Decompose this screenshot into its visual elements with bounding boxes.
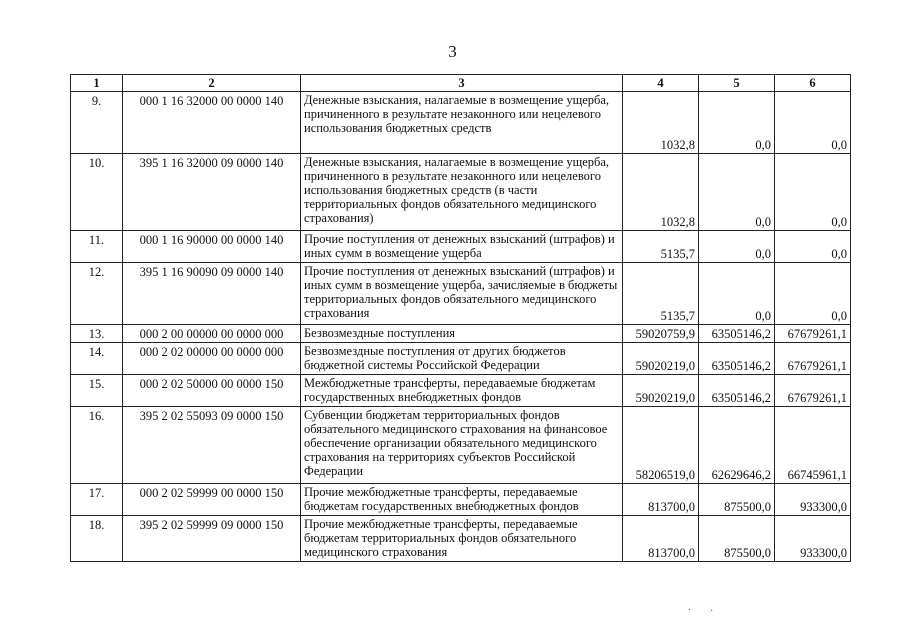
budget-code: 395 2 02 59999 09 0000 150 [123,516,301,562]
row-number: 14. [71,343,123,375]
column-header: 4 [623,75,699,92]
amount-col5: 0,0 [699,92,775,154]
budget-code: 395 1 16 90090 09 0000 140 [123,263,301,325]
budget-code: 000 2 02 50000 00 0000 150 [123,375,301,407]
table-row [71,231,851,263]
revenue-name: Межбюджетные трансферты, передаваемые бюджетам государственных внебюджетных фондов [301,375,623,407]
amount-col4: 58206519,0 [623,407,699,484]
amount-col6: 67679261,1 [775,375,851,407]
revenue-name: Прочие поступления от денежных взысканий (штрафов) и иных сумм в возмещение ущерба, зачисляемые в бюджеты территориальных фондов обязательного медицинского страхования [301,263,623,325]
amount-col6: 933300,0 [775,516,851,562]
page-number: 3 [448,42,457,61]
table-row [71,325,851,343]
row-number: 15. [71,375,123,407]
revenue-name: Безвозмездные поступления от других бюджетов бюджетной системы Российской Федерации [301,343,623,375]
amount-col4: 813700,0 [623,516,699,562]
budget-code: 000 2 00 00000 00 0000 000 [123,325,301,343]
amount-col6: 0,0 [775,263,851,325]
budget-code: 000 1 16 90000 00 0000 140 [123,231,301,263]
amount-col6: 0,0 [775,154,851,231]
amount-col5: 63505146,2 [699,343,775,375]
amount-col6: 67679261,1 [775,343,851,375]
revenue-name: Прочие межбюджетные трансферты, передаваемые бюджетам государственных внебюджетных фондов [301,484,623,516]
row-number: 18. [71,516,123,562]
amount-col4: 1032,8 [623,154,699,231]
amount-col5: 0,0 [699,231,775,263]
amount-col6: 66745961,1 [775,407,851,484]
budget-code: 000 2 02 00000 00 0000 000 [123,343,301,375]
revenue-name: Денежные взыскания, налагаемые в возмещение ущерба, причиненного в результате незаконного или нецелевого использования бюджетных средств [301,92,623,154]
amount-col5: 63505146,2 [699,375,775,407]
table-row [71,484,851,516]
column-header: 5 [699,75,775,92]
table-row [71,92,851,154]
amount-col6: 67679261,1 [775,325,851,343]
column-header: 3 [301,75,623,92]
row-number: 12. [71,263,123,325]
scan-speck: · [688,605,692,616]
table-row [71,343,851,375]
revenue-name: Субвенции бюджетам территориальных фондов обязательного медицинского страхования на финансовое обеспечение организации обязательного медицинского страхования на территориях субъектов Российской Федерации [301,407,623,484]
table-row [71,375,851,407]
row-number: 10. [71,154,123,231]
row-number: 9. [71,92,123,154]
amount-col5: 63505146,2 [699,325,775,343]
table-header-row [71,75,851,92]
scan-speck: · [710,606,714,617]
amount-col4: 59020219,0 [623,375,699,407]
amount-col5: 0,0 [699,263,775,325]
row-number: 16. [71,407,123,484]
table-row [71,263,851,325]
amount-col4: 5135,7 [623,263,699,325]
revenue-name: Прочие поступления от денежных взысканий (штрафов) и иных сумм в возмещение ущерба [301,231,623,263]
amount-col5: 875500,0 [699,484,775,516]
amount-col4: 1032,8 [623,92,699,154]
column-header: 6 [775,75,851,92]
column-header: 1 [71,75,123,92]
amount-col5: 62629646,2 [699,407,775,484]
amount-col4: 59020759,9 [623,325,699,343]
amount-col6: 933300,0 [775,484,851,516]
amount-col6: 0,0 [775,92,851,154]
revenue-name: Денежные взыскания, налагаемые в возмещение ущерба, причиненного в результате незаконного или нецелевого использования бюджетных средств (в части территориальных фондов обязательного медицинского страхования) [301,154,623,231]
amount-col4: 813700,0 [623,484,699,516]
budget-code: 000 2 02 59999 00 0000 150 [123,484,301,516]
amount-col6: 0,0 [775,231,851,263]
table-row [71,516,851,562]
revenue-name: Прочие межбюджетные трансферты, передаваемые бюджетам территориальных фондов обязательного медицинского страхования [301,516,623,562]
budget-code: 395 2 02 55093 09 0000 150 [123,407,301,484]
column-header: 2 [123,75,301,92]
budget-code: 395 1 16 32000 09 0000 140 [123,154,301,231]
amount-col5: 875500,0 [699,516,775,562]
budget-code: 000 1 16 32000 00 0000 140 [123,92,301,154]
row-number: 13. [71,325,123,343]
table-row [71,407,851,484]
row-number: 17. [71,484,123,516]
table-row [71,154,851,231]
budget-revenue-table [70,74,851,562]
table-body [71,92,851,562]
amount-col5: 0,0 [699,154,775,231]
revenue-name: Безвозмездные поступления [301,325,623,343]
row-number: 11. [71,231,123,263]
amount-col4: 5135,7 [623,231,699,263]
amount-col4: 59020219,0 [623,343,699,375]
